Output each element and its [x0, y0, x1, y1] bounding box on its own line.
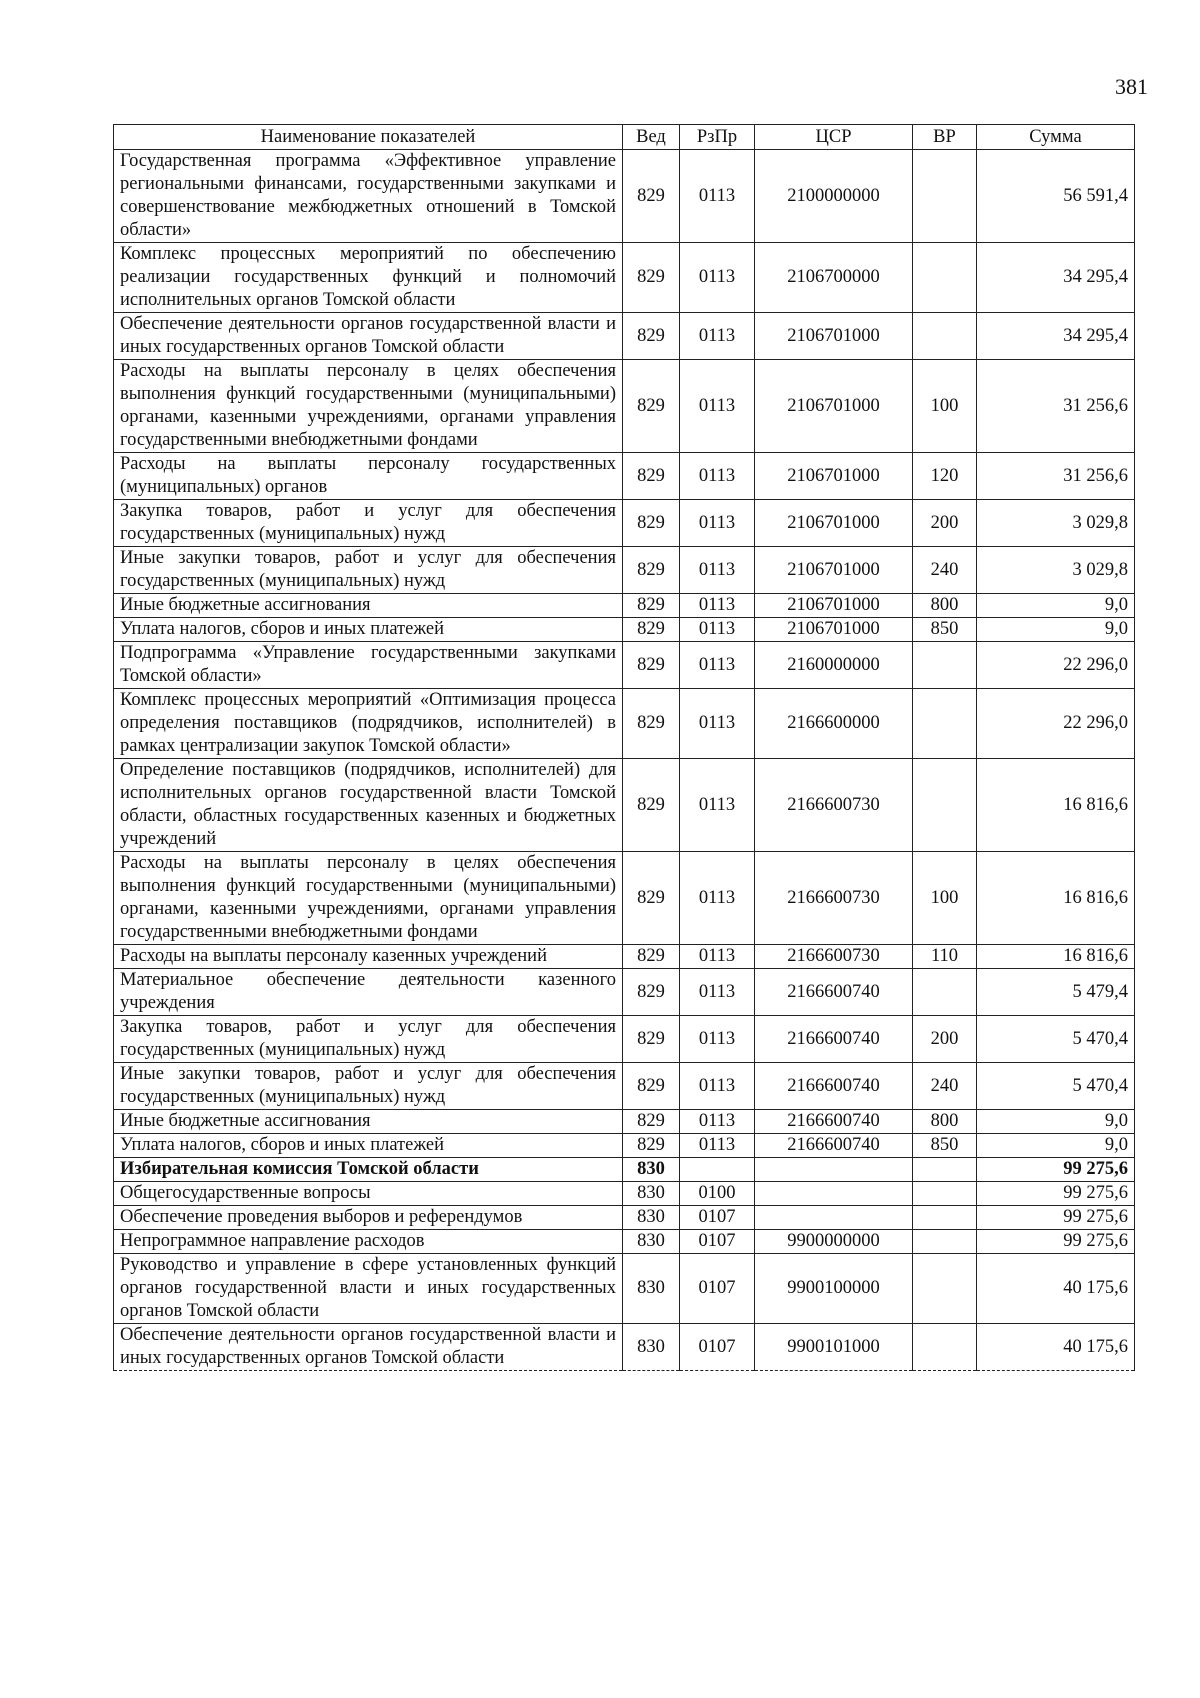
cell-rzpr: 0107: [680, 1230, 755, 1254]
cell-vr: [913, 1324, 977, 1371]
cell-vr: [913, 1254, 977, 1324]
cell-name: Непрограммное направление расходов: [114, 1230, 623, 1254]
cell-vr: [913, 1182, 977, 1206]
table-row: [114, 759, 1135, 852]
cell-sum: 3 029,8: [977, 547, 1135, 594]
cell-vr: [913, 1230, 977, 1254]
cell-csr: 2106701000: [755, 618, 913, 642]
table-row: [114, 1206, 1135, 1230]
cell-rzpr: 0113: [680, 547, 755, 594]
table-header-row: [114, 125, 1135, 150]
cell-rzpr: 0100: [680, 1182, 755, 1206]
table-row: [114, 689, 1135, 759]
cell-sum: 9,0: [977, 618, 1135, 642]
table-row: [114, 1182, 1135, 1206]
cell-csr: 2106701000: [755, 453, 913, 500]
cell-vr: 800: [913, 1110, 977, 1134]
cell-vr: 100: [913, 360, 977, 453]
cell-vr: [913, 689, 977, 759]
cell-sum: 16 816,6: [977, 945, 1135, 969]
cell-sum: 99 275,6: [977, 1206, 1135, 1230]
header-name: Наименование показателей: [114, 125, 623, 150]
cell-ved: 829: [623, 618, 680, 642]
table-row: [114, 594, 1135, 618]
cell-vr: [913, 150, 977, 243]
cell-name: Расходы на выплаты персоналу в целях обеспечения выполнения функций государственными (муниципальными) органами, казенными учреждениями, органами управления государственными внебюджетными фондами: [114, 852, 623, 945]
cell-sum: 5 479,4: [977, 969, 1135, 1016]
cell-name: Обеспечение деятельности органов государственной власти и иных государственных органов Томской области: [114, 1324, 623, 1371]
cell-csr: 2106701000: [755, 547, 913, 594]
cell-rzpr: 0113: [680, 500, 755, 547]
cell-sum: 9,0: [977, 1134, 1135, 1158]
cell-rzpr: 0113: [680, 1134, 755, 1158]
cell-sum: 34 295,4: [977, 243, 1135, 313]
cell-sum: 5 470,4: [977, 1063, 1135, 1110]
cell-ved: 830: [623, 1230, 680, 1254]
header-vr: ВР: [913, 125, 977, 150]
cell-rzpr: [680, 1158, 755, 1182]
cell-rzpr: 0113: [680, 642, 755, 689]
cell-name: Расходы на выплаты персоналу в целях обеспечения выполнения функций государственными (муниципальными) органами, казенными учреждениями, органами управления государственными внебюджетными фондами: [114, 360, 623, 453]
cell-ved: 829: [623, 1110, 680, 1134]
table-row: [114, 1134, 1135, 1158]
table-row: [114, 618, 1135, 642]
cell-rzpr: 0113: [680, 969, 755, 1016]
cell-rzpr: 0107: [680, 1206, 755, 1230]
table-row: [114, 500, 1135, 547]
cell-csr: 2166600740: [755, 1016, 913, 1063]
table-row: [114, 1110, 1135, 1134]
cell-vr: 100: [913, 852, 977, 945]
cell-rzpr: 0113: [680, 945, 755, 969]
cell-name: Иные закупки товаров, работ и услуг для обеспечения государственных (муниципальных) нужд: [114, 547, 623, 594]
table-row: [114, 243, 1135, 313]
cell-name: Комплекс процессных мероприятий «Оптимизация процесса определения поставщиков (подрядчиков, исполнителей) в рамках централизации закупок Томской области»: [114, 689, 623, 759]
table-row: [114, 313, 1135, 360]
cell-rzpr: 0113: [680, 594, 755, 618]
cell-rzpr: 0107: [680, 1324, 755, 1371]
cell-ved: 830: [623, 1158, 680, 1182]
cell-name: Избирательная комиссия Томской области: [114, 1158, 623, 1182]
cell-csr: 2166600000: [755, 689, 913, 759]
cell-ved: 829: [623, 594, 680, 618]
table-row: [114, 1230, 1135, 1254]
cell-ved: 829: [623, 759, 680, 852]
table-row: [114, 852, 1135, 945]
cell-rzpr: 0113: [680, 360, 755, 453]
cell-csr: 9900000000: [755, 1230, 913, 1254]
cell-sum: 34 295,4: [977, 313, 1135, 360]
cell-vr: [913, 642, 977, 689]
table-row: [114, 1063, 1135, 1110]
cell-sum: 40 175,6: [977, 1254, 1135, 1324]
cell-sum: 9,0: [977, 594, 1135, 618]
cell-csr: [755, 1206, 913, 1230]
cell-csr: 2166600740: [755, 1134, 913, 1158]
cell-vr: [913, 313, 977, 360]
table-row: [114, 1254, 1135, 1324]
table-body: [114, 150, 1135, 1371]
cell-csr: 2166600740: [755, 969, 913, 1016]
cell-sum: 31 256,6: [977, 453, 1135, 500]
cell-rzpr: 0113: [680, 150, 755, 243]
cell-name: Комплекс процессных мероприятий по обеспечению реализации государственных функций и полномочий исполнительных органов Томской области: [114, 243, 623, 313]
cell-sum: 5 470,4: [977, 1016, 1135, 1063]
table-row: [114, 150, 1135, 243]
cell-csr: [755, 1158, 913, 1182]
header-csr: ЦСР: [755, 125, 913, 150]
cell-ved: 829: [623, 1134, 680, 1158]
cell-csr: [755, 1182, 913, 1206]
cell-vr: 200: [913, 1016, 977, 1063]
cell-rzpr: 0113: [680, 1110, 755, 1134]
cell-vr: [913, 1158, 977, 1182]
cell-csr: 9900101000: [755, 1324, 913, 1371]
cell-ved: 830: [623, 1324, 680, 1371]
table-row: [114, 547, 1135, 594]
cell-ved: 829: [623, 547, 680, 594]
cell-name: Обеспечение деятельности органов государственной власти и иных государственных органов Томской области: [114, 313, 623, 360]
cell-ved: 829: [623, 642, 680, 689]
cell-csr: 2106700000: [755, 243, 913, 313]
cell-sum: 3 029,8: [977, 500, 1135, 547]
cell-name: Руководство и управление в сфере установленных функций органов государственной власти и иных государственных органов Томской области: [114, 1254, 623, 1324]
cell-csr: 2106701000: [755, 360, 913, 453]
cell-vr: 850: [913, 618, 977, 642]
cell-csr: 9900100000: [755, 1254, 913, 1324]
cell-name: Иные бюджетные ассигнования: [114, 1110, 623, 1134]
cell-vr: 240: [913, 1063, 977, 1110]
cell-vr: 120: [913, 453, 977, 500]
cell-vr: 110: [913, 945, 977, 969]
cell-name: Общегосударственные вопросы: [114, 1182, 623, 1206]
cell-rzpr: 0113: [680, 689, 755, 759]
cell-csr: 2166600730: [755, 945, 913, 969]
header-rzpr: РзПр: [680, 125, 755, 150]
cell-ved: 830: [623, 1182, 680, 1206]
table-row: [114, 642, 1135, 689]
cell-ved: 829: [623, 313, 680, 360]
cell-sum: 99 275,6: [977, 1182, 1135, 1206]
cell-vr: [913, 759, 977, 852]
cell-vr: 800: [913, 594, 977, 618]
cell-ved: 829: [623, 500, 680, 547]
table-row: [114, 1158, 1135, 1182]
cell-ved: 829: [623, 945, 680, 969]
cell-ved: 829: [623, 689, 680, 759]
cell-name: Определение поставщиков (подрядчиков, исполнителей) для исполнительных органов государственной власти Томской области, областных государственных казенных и бюджетных учреждений: [114, 759, 623, 852]
table-row: [114, 945, 1135, 969]
cell-vr: 850: [913, 1134, 977, 1158]
header-sum: Сумма: [977, 125, 1135, 150]
cell-vr: [913, 243, 977, 313]
cell-rzpr: 0113: [680, 759, 755, 852]
cell-vr: 240: [913, 547, 977, 594]
cell-csr: 2160000000: [755, 642, 913, 689]
cell-ved: 829: [623, 360, 680, 453]
cell-vr: [913, 969, 977, 1016]
table-row: [114, 360, 1135, 453]
cell-name: Уплата налогов, сборов и иных платежей: [114, 1134, 623, 1158]
cell-ved: 830: [623, 1254, 680, 1324]
cell-csr: 2166600740: [755, 1110, 913, 1134]
cell-sum: 31 256,6: [977, 360, 1135, 453]
table-row: [114, 1324, 1135, 1371]
cell-name: Обеспечение проведения выборов и референдумов: [114, 1206, 623, 1230]
cell-csr: 2106701000: [755, 500, 913, 547]
page-number: 381: [1115, 74, 1148, 99]
cell-ved: 829: [623, 243, 680, 313]
cell-name: Материальное обеспечение деятельности казенного учреждения: [114, 969, 623, 1016]
cell-sum: 99 275,6: [977, 1230, 1135, 1254]
cell-name: Иные закупки товаров, работ и услуг для обеспечения государственных (муниципальных) нужд: [114, 1063, 623, 1110]
cell-rzpr: 0113: [680, 313, 755, 360]
table-row: [114, 1016, 1135, 1063]
cell-csr: 2166600740: [755, 1063, 913, 1110]
cell-vr: [913, 1206, 977, 1230]
cell-ved: 829: [623, 1063, 680, 1110]
table-row: [114, 453, 1135, 500]
cell-rzpr: 0113: [680, 852, 755, 945]
cell-vr: 200: [913, 500, 977, 547]
cell-sum: 9,0: [977, 1110, 1135, 1134]
budget-table: [113, 124, 1135, 1371]
cell-csr: 2166600730: [755, 759, 913, 852]
cell-name: Уплата налогов, сборов и иных платежей: [114, 618, 623, 642]
cell-name: Иные бюджетные ассигнования: [114, 594, 623, 618]
cell-rzpr: 0113: [680, 1016, 755, 1063]
cell-ved: 829: [623, 1016, 680, 1063]
cell-sum: 22 296,0: [977, 642, 1135, 689]
cell-sum: 16 816,6: [977, 852, 1135, 945]
cell-ved: 830: [623, 1206, 680, 1230]
cell-csr: 2106701000: [755, 313, 913, 360]
cell-ved: 829: [623, 150, 680, 243]
cell-rzpr: 0107: [680, 1254, 755, 1324]
cell-name: Расходы на выплаты персоналу казенных учреждений: [114, 945, 623, 969]
cell-ved: 829: [623, 453, 680, 500]
cell-rzpr: 0113: [680, 243, 755, 313]
cell-name: Закупка товаров, работ и услуг для обеспечения государственных (муниципальных) нужд: [114, 1016, 623, 1063]
cell-csr: 2166600730: [755, 852, 913, 945]
cell-name: Подпрограмма «Управление государственными закупками Томской области»: [114, 642, 623, 689]
cell-sum: 99 275,6: [977, 1158, 1135, 1182]
header-ved: Вед: [623, 125, 680, 150]
cell-rzpr: 0113: [680, 618, 755, 642]
cell-name: Государственная программа «Эффективное управление региональными финансами, государственными закупками и совершенствование межбюджетных отношений в Томской области»: [114, 150, 623, 243]
cell-name: Закупка товаров, работ и услуг для обеспечения государственных (муниципальных) нужд: [114, 500, 623, 547]
cell-ved: 829: [623, 852, 680, 945]
cell-csr: 2106701000: [755, 594, 913, 618]
table-row: [114, 969, 1135, 1016]
cell-rzpr: 0113: [680, 1063, 755, 1110]
cell-name: Расходы на выплаты персоналу государственных (муниципальных) органов: [114, 453, 623, 500]
cell-sum: 56 591,4: [977, 150, 1135, 243]
cell-ved: 829: [623, 969, 680, 1016]
cell-sum: 40 175,6: [977, 1324, 1135, 1371]
cell-sum: 16 816,6: [977, 759, 1135, 852]
cell-sum: 22 296,0: [977, 689, 1135, 759]
cell-csr: 2100000000: [755, 150, 913, 243]
cell-rzpr: 0113: [680, 453, 755, 500]
